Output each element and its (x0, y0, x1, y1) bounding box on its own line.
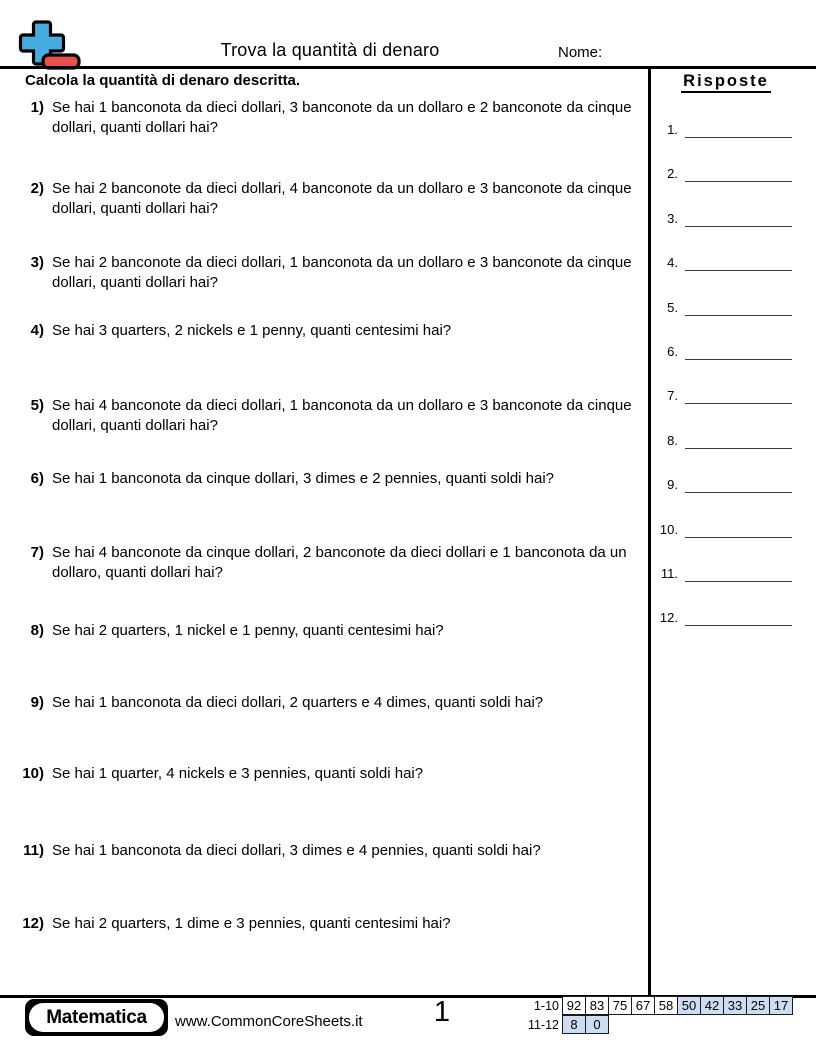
score-table (523, 996, 793, 1034)
score-cell: 33 (723, 996, 747, 1015)
answer-blank-line[interactable] (685, 435, 792, 449)
score-cell: 67 (631, 996, 655, 1015)
question-number: 8) (30, 622, 44, 639)
question-text: Se hai 2 banconote da dieci dollari, 4 banconote da un dollaro e 3 banconote da cinque dollari, quanti dollari hai? (52, 180, 632, 217)
question-text: Se hai 1 banconota da dieci dollari, 3 dimes e 4 pennies, quanti soldi hai? (52, 842, 541, 859)
answer-item (656, 566, 796, 582)
answer-blank-line[interactable] (685, 213, 792, 227)
page-number: 1 (433, 996, 451, 1028)
score-cell: 42 (700, 996, 724, 1015)
score-cell: 17 (769, 996, 793, 1015)
question-item (14, 693, 650, 713)
question-item (14, 321, 650, 341)
score-cell: 75 (608, 996, 632, 1015)
question-text: Se hai 3 quarters, 2 nickels e 1 penny, quanti centesimi hai? (52, 322, 452, 339)
answer-item (656, 122, 796, 138)
answers-title: Risposte (656, 72, 796, 91)
answer-blank-line[interactable] (685, 568, 792, 582)
question-text: Se hai 2 quarters, 1 nickel e 1 penny, quanti centesimi hai? (52, 622, 444, 639)
answer-blank-line[interactable] (685, 257, 792, 271)
answer-number: 9. (667, 477, 678, 493)
score-cell: 83 (585, 996, 609, 1015)
answer-number: 12. (659, 610, 678, 626)
answer-number: 5. (667, 299, 678, 315)
answer-item (656, 477, 796, 493)
answer-blank-line[interactable] (685, 524, 792, 538)
page-title: Trova la quantità di denaro (220, 40, 440, 60)
score-cell: 50 (677, 996, 701, 1015)
question-number: 3) (30, 254, 44, 271)
question-number: 7) (30, 544, 44, 561)
question-number: 12) (22, 915, 44, 932)
answer-number: 11. (660, 566, 678, 581)
answer-item (656, 610, 796, 626)
question-number: 6) (30, 470, 44, 487)
question-number: 2) (30, 180, 44, 197)
answer-blank-line[interactable] (685, 612, 792, 626)
answers-column (656, 70, 796, 995)
question-item (14, 543, 650, 583)
header-divider (0, 66, 816, 69)
brand-label: Matematica (29, 1003, 164, 1032)
answer-item (656, 255, 796, 271)
answers-column-divider (648, 69, 651, 995)
score-cell: 0 (585, 1015, 609, 1034)
answer-number: 10. (659, 521, 678, 537)
answer-number: 8. (667, 432, 678, 448)
question-text: Se hai 2 quarters, 1 dime e 3 pennies, quanti centesimi hai? (52, 915, 451, 932)
instruction-text: Calcola la quantità di denaro descritta. (25, 72, 301, 89)
question-item (14, 764, 650, 784)
question-number: 9) (30, 694, 44, 711)
question-text: Se hai 4 banconote da dieci dollari, 1 banconota da un dollaro e 3 banconote da cinque dollari, quanti dollari hai? (52, 397, 632, 434)
question-item (14, 914, 650, 934)
brand-badge (25, 999, 168, 1036)
question-number: 10) (22, 765, 44, 782)
question-number: 5) (30, 397, 44, 414)
question-text: Se hai 1 banconota da cinque dollari, 3 dimes e 2 pennies, quanti soldi hai? (52, 470, 555, 487)
question-number: 1) (30, 99, 44, 116)
score-cell: 92 (562, 996, 586, 1015)
question-item (14, 179, 650, 219)
question-item (14, 98, 650, 138)
answer-blank-line[interactable] (685, 124, 792, 138)
question-text: Se hai 1 banconota da dieci dollari, 3 banconote da un dollaro e 2 banconote da cinque dollari, quanti dollari hai? (52, 99, 632, 136)
question-item (14, 841, 650, 861)
answer-blank-line[interactable] (685, 302, 792, 316)
answer-item (656, 522, 796, 538)
answer-number: 3. (667, 210, 678, 226)
answer-item (656, 433, 796, 449)
answer-item (656, 211, 796, 227)
question-text: Se hai 1 banconota da dieci dollari, 2 quarters e 4 dimes, quanti soldi hai? (52, 694, 544, 711)
answer-item (656, 344, 796, 360)
question-item (14, 469, 650, 489)
score-cell: 25 (746, 996, 770, 1015)
question-number: 4) (30, 322, 44, 339)
score-row-label: 1-10 (533, 998, 559, 1013)
question-item (14, 396, 650, 436)
answer-item (656, 388, 796, 404)
name-label: Nome: (558, 44, 603, 61)
answer-number: 1. (667, 122, 678, 137)
answer-number: 7. (667, 388, 678, 404)
question-text: Se hai 4 banconote da cinque dollari, 2 banconote da dieci dollari e 1 banconota da un dollaro, quanti dollari hai? (52, 544, 627, 581)
question-item (14, 253, 650, 293)
score-cell: 8 (562, 1015, 586, 1034)
question-item (14, 621, 650, 641)
question-text: Se hai 2 banconote da dieci dollari, 1 banconota da un dollaro e 3 banconote da cinque dollari, quanti dollari hai? (52, 254, 632, 291)
answer-blank-line[interactable] (685, 168, 792, 182)
answer-blank-line[interactable] (685, 479, 792, 493)
answer-number: 2. (667, 166, 678, 182)
answer-item (656, 166, 796, 182)
score-row (523, 996, 793, 1015)
question-text: Se hai 1 quarter, 4 nickels e 3 pennies, quanti soldi hai? (52, 765, 424, 782)
score-row (523, 1015, 793, 1034)
answer-number: 6. (667, 344, 678, 359)
answer-item (656, 300, 796, 316)
score-row-label: 11-12 (527, 1017, 559, 1032)
answer-number: 4. (667, 255, 678, 271)
answer-blank-line[interactable] (685, 390, 792, 404)
website-link[interactable]: www.CommonCoreSheets.it (175, 1013, 363, 1030)
math-plus-minus-logo (17, 19, 83, 71)
question-number: 11) (23, 842, 44, 859)
answer-blank-line[interactable] (685, 346, 792, 360)
score-cell: 58 (654, 996, 678, 1015)
